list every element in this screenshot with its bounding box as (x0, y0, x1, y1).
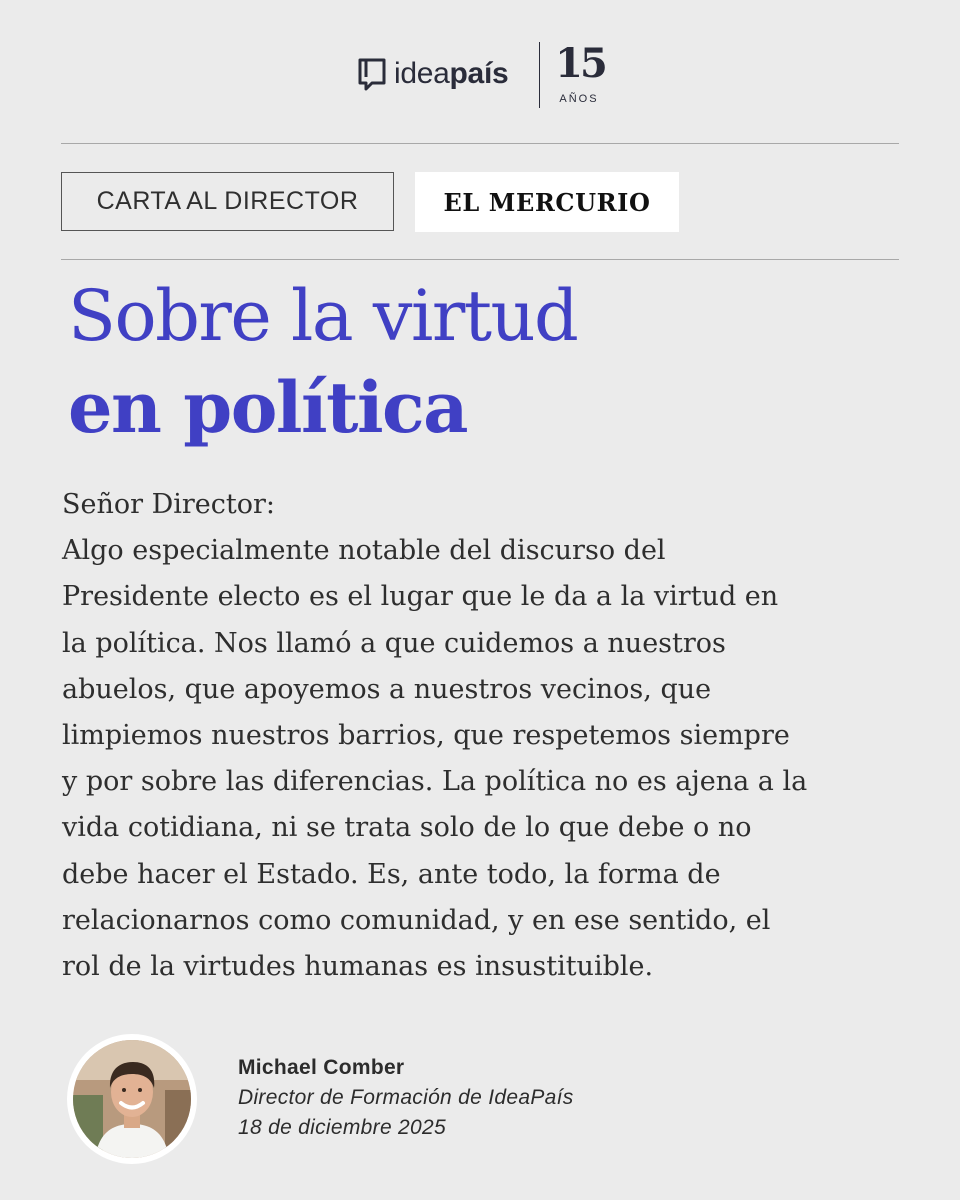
speech-page-icon (357, 56, 387, 92)
letter-line: limpiemos nuestros barrios, que respetemos siempre (62, 720, 790, 752)
headline-line-1: Sobre la virtud (68, 275, 578, 357)
publication-badge: EL MERCURIO (415, 172, 679, 232)
headline (68, 270, 898, 454)
headline-line-2: en política (68, 366, 468, 449)
brand-wordmark-light: idea (394, 57, 450, 90)
author-avatar (67, 1034, 197, 1164)
author-info (238, 1053, 574, 1143)
top-divider (61, 143, 899, 144)
author-portrait-icon (73, 1040, 191, 1158)
anniversary-label: AÑOS (559, 93, 599, 105)
brand-wordmark (394, 56, 508, 92)
letter-line: abuelos, que apoyemos a nuestros vecinos, que (62, 673, 712, 705)
letter-line: Algo especialmente notable del discurso del (62, 535, 666, 567)
letter-salutation: Señor Director: (62, 489, 276, 520)
author-name: Michael Comber (238, 1056, 405, 1079)
logo-divider (539, 42, 540, 108)
anniversary-number: 15 (555, 40, 605, 87)
letter-body (62, 482, 852, 990)
letter-line: vida cotidiana, ni se trata solo de lo que debe o no (62, 812, 752, 844)
letter-line: debe hacer el Estado. Es, ante todo, la forma de (62, 858, 721, 890)
letter-line: relacionarnos como comunidad, y en ese sentido, el (62, 904, 771, 936)
letter-line: y por sobre las diferencias. La política no es ajena a la (62, 766, 808, 798)
author-role: Director de Formación de IdeaPaís (238, 1086, 574, 1109)
letter-date: 18 de diciembre 2025 (238, 1116, 446, 1139)
section-tag: CARTA AL DIRECTOR (61, 172, 394, 231)
brand-wordmark-bold: país (449, 57, 509, 90)
letter-line: rol de la virtudes humanas es insustituible. (62, 951, 654, 983)
middle-divider (61, 259, 899, 260)
letter-line: Presidente electo es el lugar que le da a la virtud en (62, 581, 779, 613)
brand-logo (0, 40, 960, 110)
letter-line: la política. Nos llamó a que cuidemos a nuestros (62, 627, 726, 659)
